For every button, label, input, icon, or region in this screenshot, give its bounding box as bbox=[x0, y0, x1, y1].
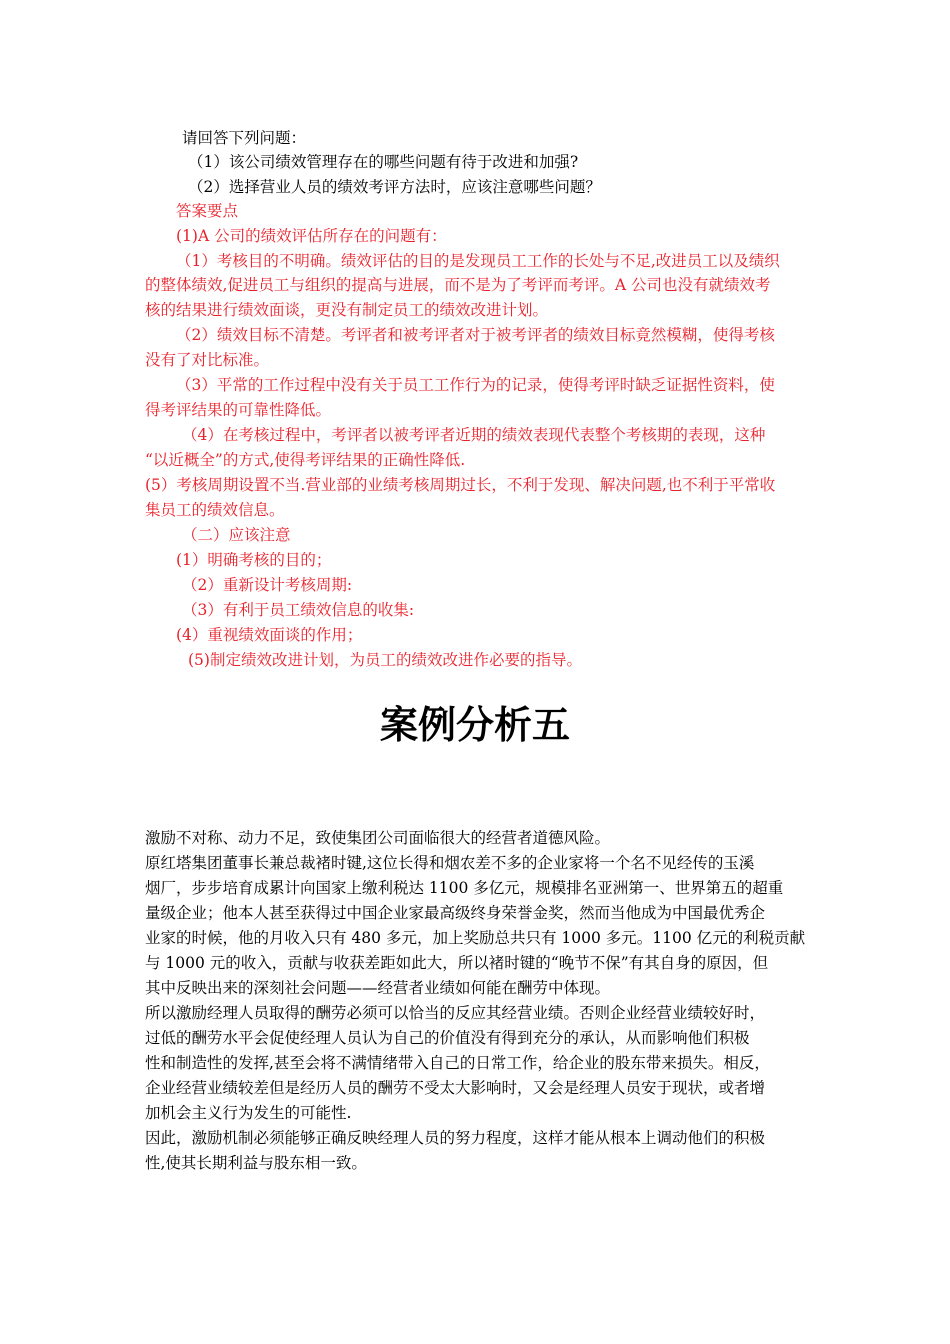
question-2: （2）选择营业人员的绩效考评方法时，应该注意哪些问题？ bbox=[188, 178, 601, 196]
answer-part1-heading: (1)A 公司的绩效评估所存在的问题有： bbox=[176, 227, 447, 245]
question-1: （1）该公司绩效管理存在的哪些问题有待于改进和加强? bbox=[188, 153, 579, 171]
case-line-7: 其中反映出来的深刻社会问题——经营者业绩如何能在酬劳中体现。 bbox=[145, 979, 611, 997]
case-line-10: 性和制造性的发挥,甚至会将不满情绪带入自己的日常工作，给企业的股东带来损失。相反， bbox=[145, 1054, 770, 1072]
answer-p3-line1: （3）平常的工作过程中没有关于员工工作行为的记录，使得考评时缺乏证据性资料，使 bbox=[176, 376, 775, 394]
answer-p4-line2: “以近概全”的方式,使得考评结果的正确性降低. bbox=[145, 451, 466, 469]
case-line-2: 原红塔集团董事长兼总裁褚时键,这位长得和烟农差不多的企业家将一个名不见经传的玉溪 bbox=[145, 854, 755, 872]
note-5: (5)制定绩效改进计划，为员工的绩效改进作必要的指导。 bbox=[188, 651, 582, 669]
answer-p2-line1: （2）绩效目标不清楚。考评者和被考评者对于被考评者的绩效目标竟然模糊，使得考核 bbox=[176, 326, 775, 344]
answer-heading: 答案要点 bbox=[176, 202, 239, 220]
case-line-11: 企业经营业绩较差但是经历人员的酬劳不受太大影响时，又会是经理人员安于现状，或者增 bbox=[145, 1079, 766, 1097]
case-line-1: 激励不对称、动力不足，致使集团公司面临很大的经营者道德风险。 bbox=[145, 829, 611, 847]
case-line-8: 所以激励经理人员取得的酬劳必须可以恰当的反应其经营业绩。否则企业经营业绩较好时， bbox=[145, 1004, 766, 1022]
case-title: 案例分析五 bbox=[379, 703, 570, 747]
answer-part2-heading: （二）应该注意 bbox=[182, 526, 291, 544]
answer-p4-line1: （4）在考核过程中，考评者以被考评者近期的绩效表现代表整个考核期的表现，这种 bbox=[182, 426, 766, 444]
case-line-14: 性,使其长期利益与股东相一致。 bbox=[145, 1154, 367, 1172]
note-3: （3）有利于员工绩效信息的收集: bbox=[182, 601, 415, 619]
answer-p1-line2: 的整体绩效,促进员工与组织的提高与进展，而不是为了考评而考评。A 公司也没有就绩效考 bbox=[145, 276, 771, 294]
note-2: （2）重新设计考核周期: bbox=[182, 576, 353, 594]
answer-p5-line2: 集员工的绩效信息。 bbox=[145, 501, 285, 519]
questions-intro: 请回答下列问题： bbox=[182, 129, 307, 147]
answer-p2-line2: 没有了对比标准。 bbox=[145, 351, 270, 369]
answer-p5-line1: (5）考核周期设置不当.营业部的业绩考核周期过长，不利于发现、解决问题,也不利于平常收 bbox=[145, 476, 776, 494]
answer-p1-line1: （1）考核目的不明确。绩效评估的目的是发现员工工作的长处与不足,改进员工以及绩织 bbox=[176, 252, 780, 270]
case-line-12: 加机会主义行为发生的可能性. bbox=[145, 1104, 352, 1122]
answer-p3-line2: 得考评结果的可靠性降低。 bbox=[145, 401, 332, 419]
case-line-4: 量级企业；他本人甚至获得过中国企业家最高级终身荣誉金奖，然而当他成为中国最优秀企 bbox=[145, 904, 766, 922]
answer-p1-line3: 核的结果进行绩效面谈，更没有制定员工的绩效改进计划。 bbox=[145, 301, 549, 319]
case-line-9: 过低的酬劳水平会促使经理人员认为自己的价值没有得到充分的承认，从而影响他们积极 bbox=[145, 1029, 750, 1047]
case-line-6: 与 1000 元的收入，贡献与收获差距如此大，所以褚时键的“晚节不保”有其自身的原因，但 bbox=[145, 954, 769, 972]
case-line-3: 烟厂，步步培育成累计向国家上缴利税达 1100 多亿元，规模排名亚洲第一、世界第五的超重 bbox=[145, 879, 784, 897]
note-1: (1）明确考核的目的； bbox=[176, 551, 332, 569]
note-4: (4）重视绩效面谈的作用； bbox=[176, 626, 363, 644]
case-line-13: 因此，激励机制必须能够正确反映经理人员的努力程度，这样才能从根本上调动他们的积极 bbox=[145, 1129, 766, 1147]
case-line-5: 业家的时候，他的月收入只有 480 多元，加上奖励总共只有 1000 多元。1100 亿元的利税贡献 bbox=[145, 929, 806, 947]
